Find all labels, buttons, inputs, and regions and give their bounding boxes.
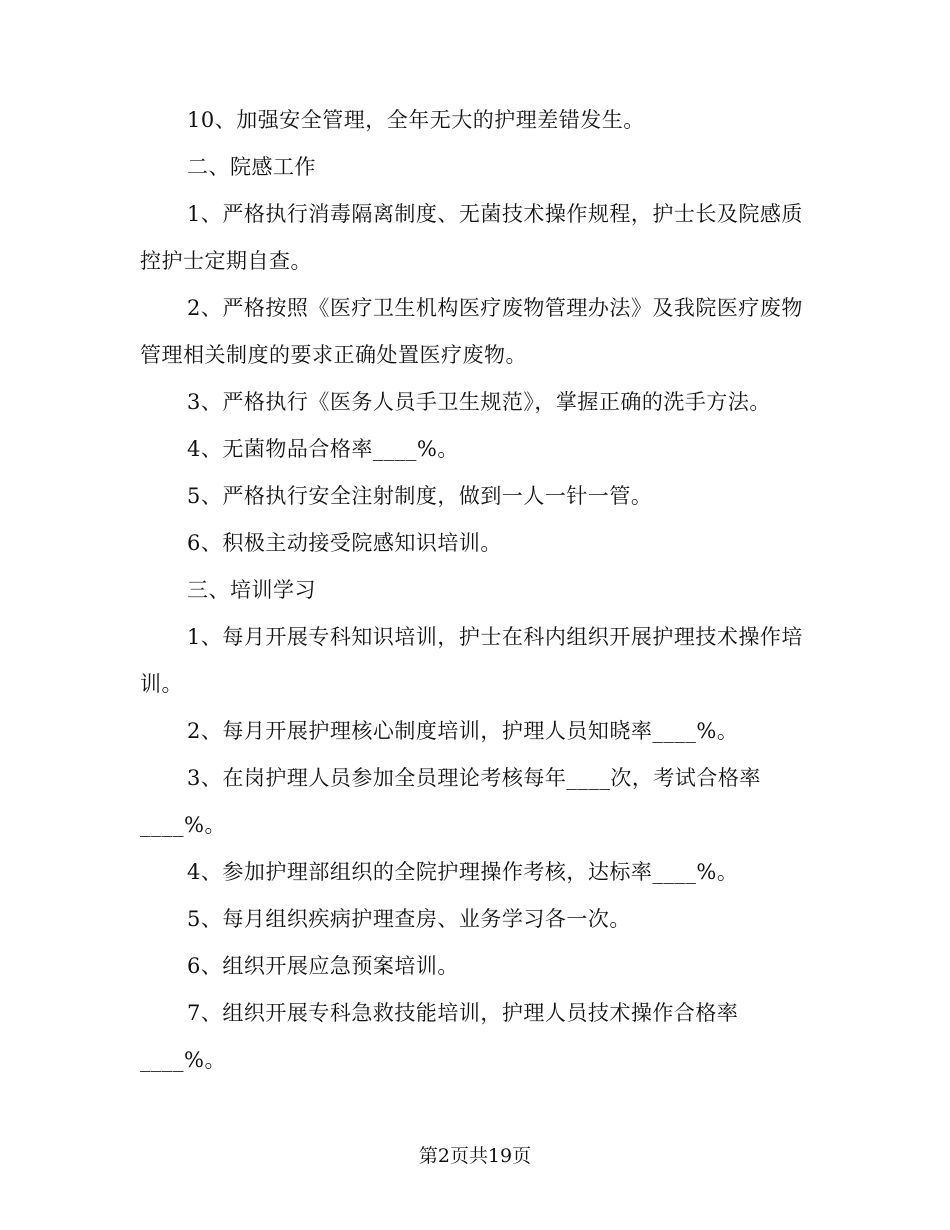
paragraph-item-6-training: 6、积极主动接受院感知识培训。 xyxy=(187,531,502,555)
paragraph-item-4-sterile-rate: 4、无菌物品合格率____%。 xyxy=(187,437,459,461)
paragraph-item-5-safe-injection: 5、严格执行安全注射制度，做到一人一针一管。 xyxy=(187,484,653,508)
paragraph-item-1-monthly-training: 1、每月开展专科知识培训，护士在科内组织开展护理技术操作培 xyxy=(187,625,803,649)
paragraph-item-3-theory-exam: 3、在岗护理人员参加全员理论考核每年____次，考试合格率 xyxy=(187,766,761,790)
paragraph-item-6-emergency-plan: 6、组织开展应急预案培训。 xyxy=(187,954,459,978)
page-number-footer: 第2页共19页 xyxy=(418,1145,532,1167)
paragraph-item-7-continuation: ____%。 xyxy=(140,1048,226,1072)
section-heading-infection-control: 二、院感工作 xyxy=(187,155,316,179)
paragraph-item-1-disinfection: 1、严格执行消毒隔离制度、无菌技术操作规程，护士长及院感质 xyxy=(187,202,803,226)
paragraph-item-3-hand-hygiene: 3、严格执行《医务人员手卫生规范》，掌握正确的洗手方法。 xyxy=(187,390,771,414)
paragraph-item-10-safety: 10、加强安全管理，全年无大的护理差错发生。 xyxy=(187,108,645,132)
section-heading-training: 三、培训学习 xyxy=(187,578,316,602)
paragraph-item-5-ward-rounds: 5、每月组织疾病护理查房、业务学习各一次。 xyxy=(187,907,631,931)
paragraph-item-1-continuation: 控护士定期自查。 xyxy=(140,249,312,273)
paragraph-item-7-first-aid: 7、组织开展专科急救技能培训，护理人员技术操作合格率 xyxy=(187,1001,739,1025)
paragraph-item-2-continuation: 管理相关制度的要求正确处置医疗废物。 xyxy=(140,343,527,367)
paragraph-item-2-core-system: 2、每月开展护理核心制度培训，护理人员知晓率____%。 xyxy=(187,719,739,743)
paragraph-item-3-continuation: ____%。 xyxy=(140,813,226,837)
paragraph-item-1-continuation: 训。 xyxy=(140,672,183,696)
paragraph-item-4-operation-exam: 4、参加护理部组织的全院护理操作考核，达标率____%。 xyxy=(187,860,739,884)
paragraph-item-2-medical-waste: 2、严格按照《医疗卫生机构医疗废物管理办法》及我院医疗废物 xyxy=(187,296,803,320)
